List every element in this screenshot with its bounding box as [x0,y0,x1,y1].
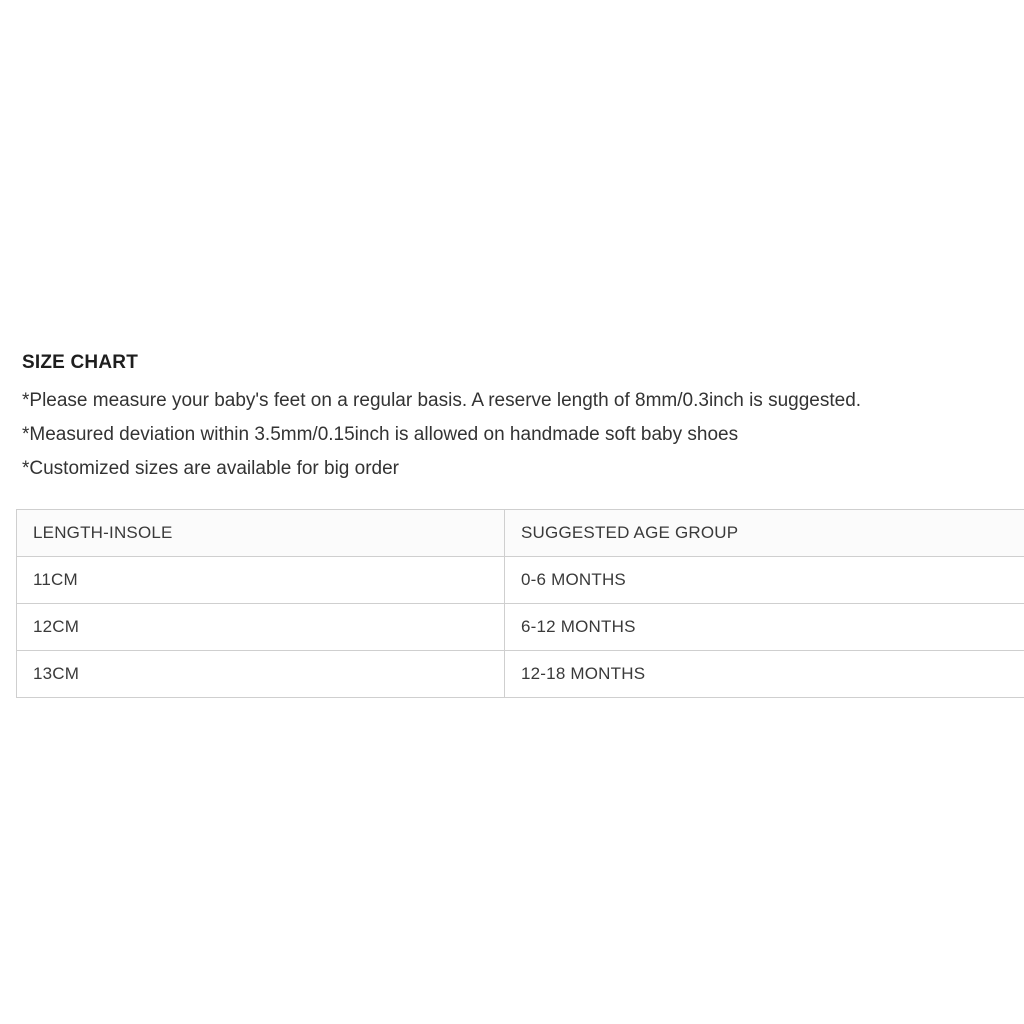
cell-age: 6-12 MONTHS [505,604,1024,651]
column-header-length: LENGTH-INSOLE [17,510,505,557]
table-row [17,604,1024,651]
size-chart-section [0,350,1024,683]
notes-list [22,384,1024,486]
table-header-row [17,510,1024,557]
size-table [16,509,1024,698]
note-item: *Measured deviation within 3.5mm/0.15inch is allowed on handmade soft baby shoes [22,424,739,445]
table-row [17,557,1024,604]
note-item: *Please measure your baby's feet on a regular basis. A reserve length of 8mm/0.3inch is suggested. [22,390,862,411]
cell-age: 0-6 MONTHS [505,557,1024,604]
cell-age: 12-18 MONTHS [505,651,1024,698]
column-header-age: SUGGESTED AGE GROUP [505,510,1024,557]
note-item: *Customized sizes are available for big order [22,458,400,479]
cell-length: 12CM [17,604,505,651]
page-title: SIZE CHART [22,352,138,373]
table-row [17,651,1024,698]
cell-length: 11CM [17,557,505,604]
cell-length: 13CM [17,651,505,698]
